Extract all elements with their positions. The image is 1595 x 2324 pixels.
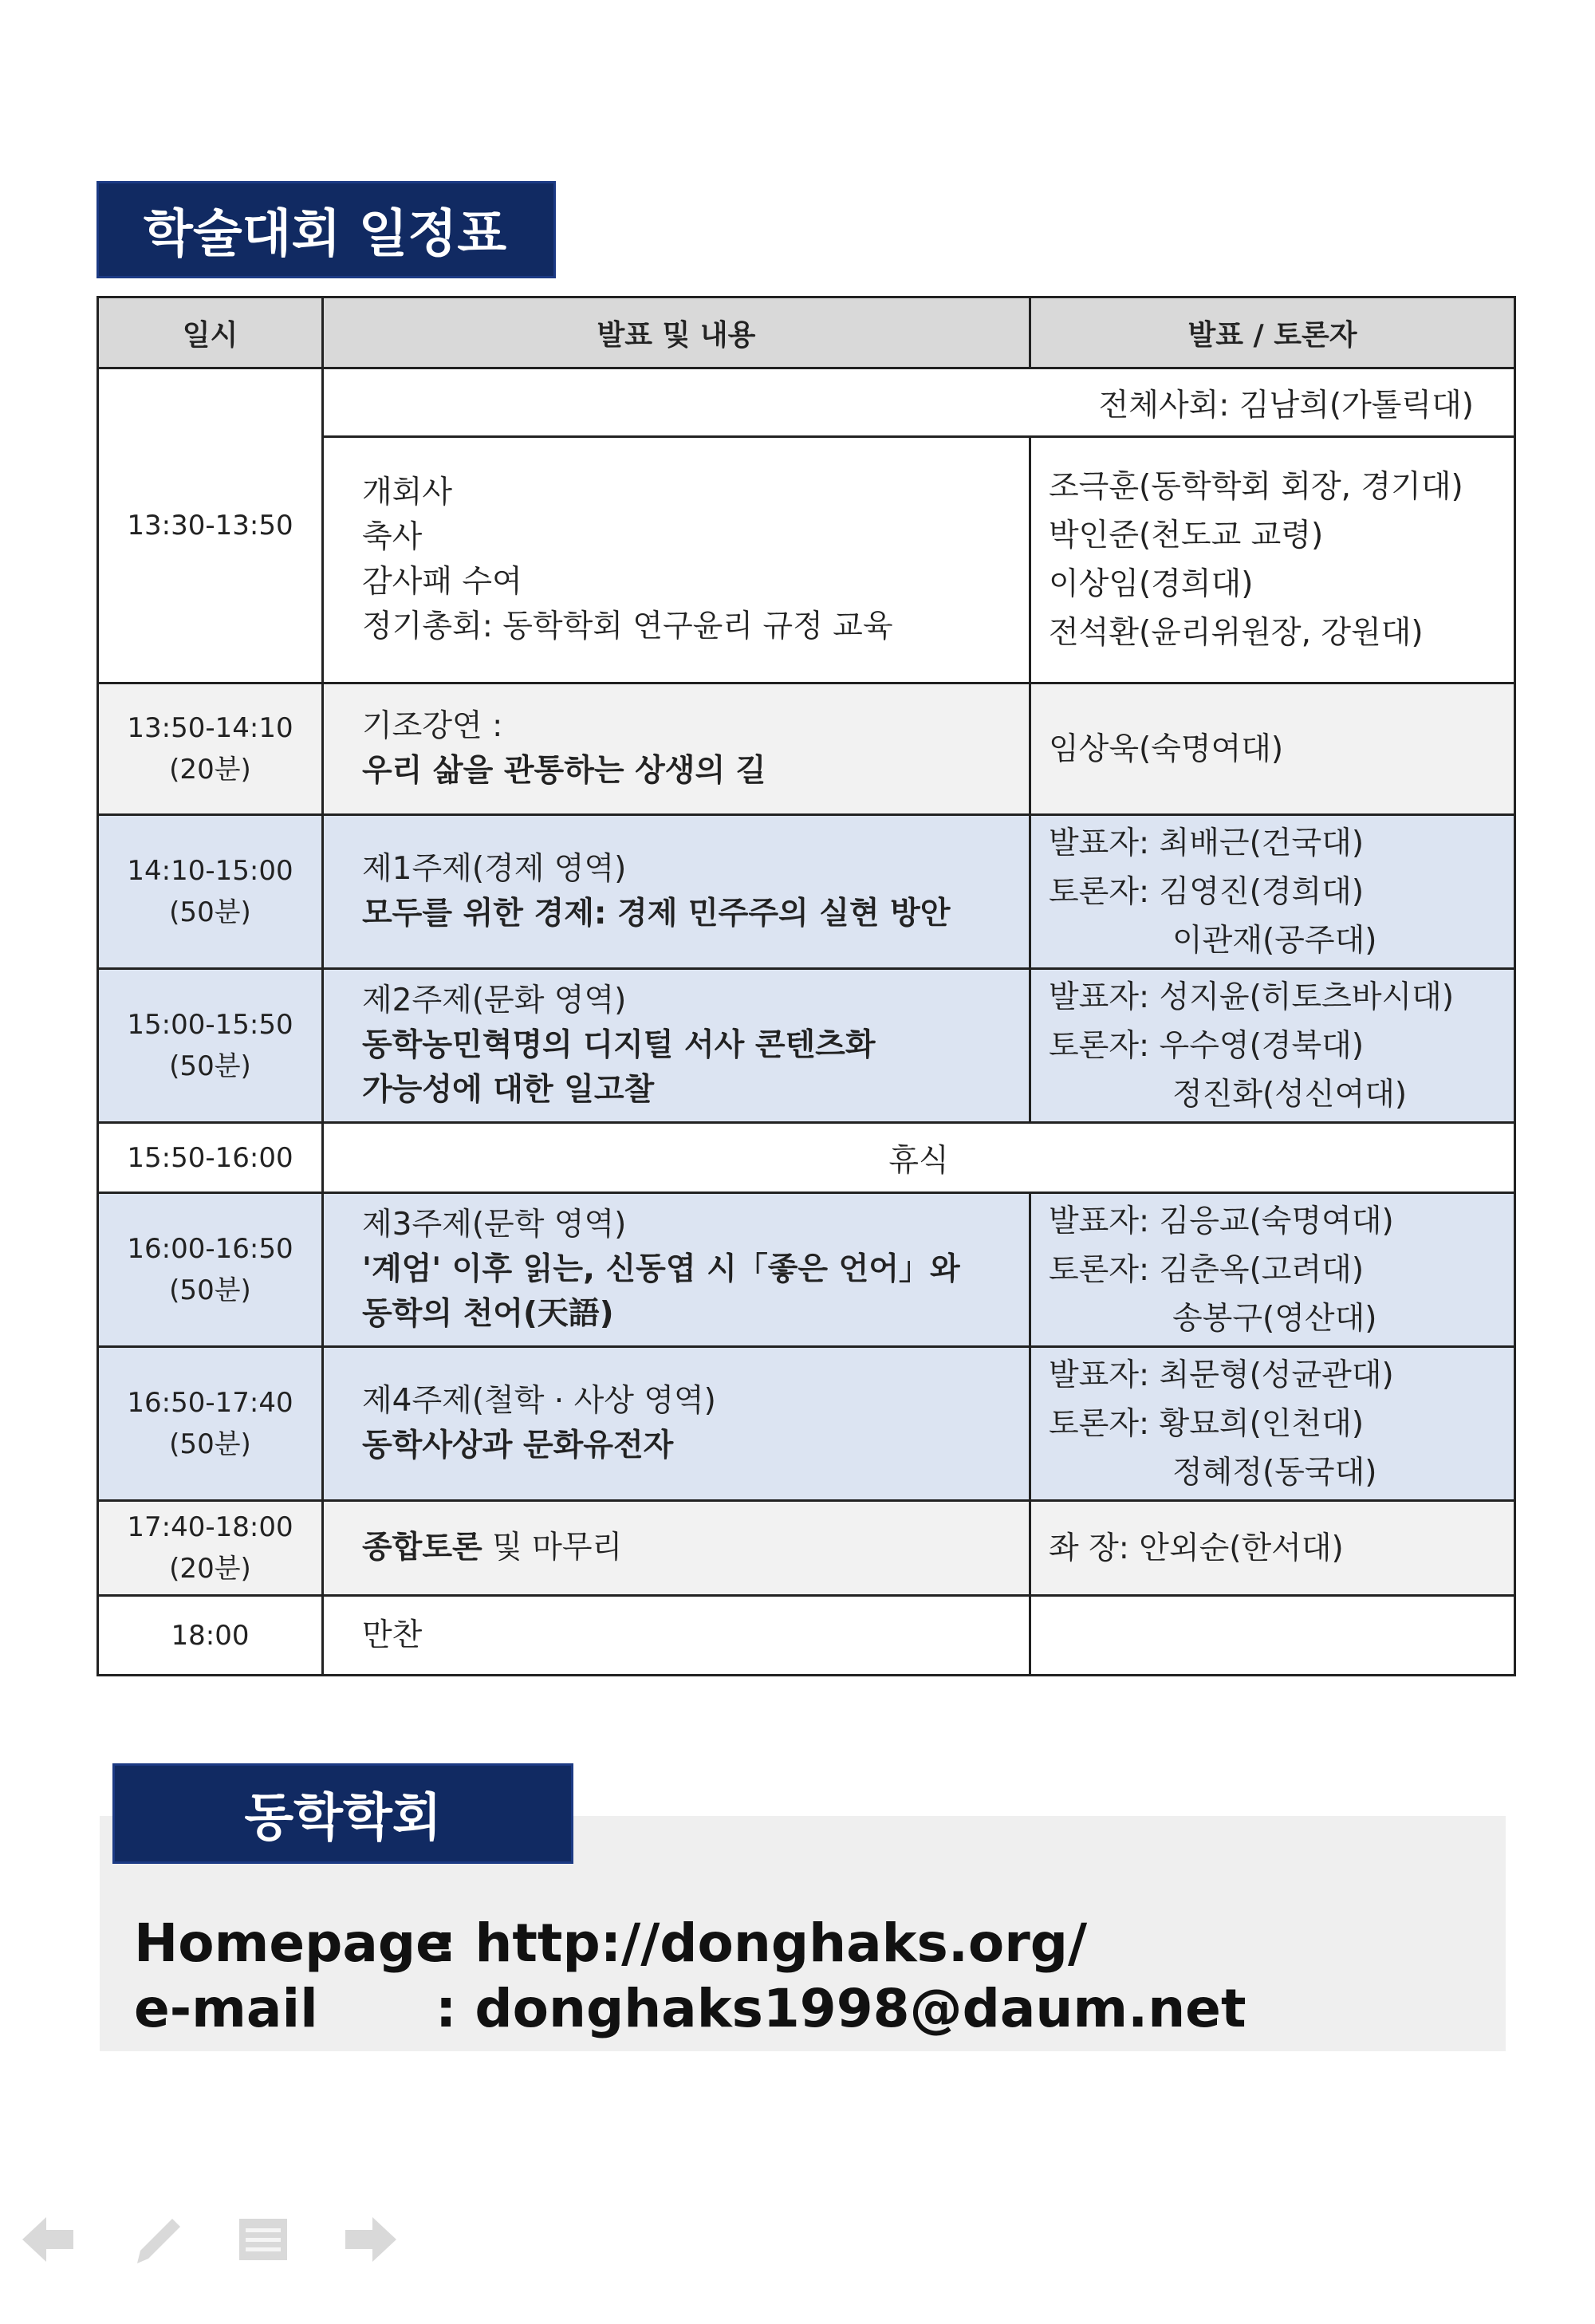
presenter-line: 발표자: 김응교(숙명여대) <box>1049 1203 1394 1239</box>
table-row <box>98 1501 1515 1596</box>
people-cell <box>1030 683 1515 815</box>
content-cell <box>323 1596 1030 1676</box>
table-row <box>98 1193 1515 1347</box>
session-title: '계엄' 이후 읽는, 신동엽 시「좋은 언어」와 <box>362 1251 960 1287</box>
time-text: 14:10-15:00 <box>127 855 293 887</box>
person-line: 이상임(경희대) <box>1049 566 1254 602</box>
table-row <box>98 683 1515 815</box>
pencil-icon[interactable] <box>128 2208 191 2271</box>
content-cell <box>323 683 1030 815</box>
content-cell <box>323 969 1030 1123</box>
people-cell <box>1030 1193 1515 1347</box>
email-link[interactable]: : donghaks1998@daum.net <box>435 1978 1246 2039</box>
discussant-line: 정진화(성신여대) <box>1172 1076 1408 1113</box>
table-row <box>98 969 1515 1123</box>
session-label: 제2주제(문화 영역) <box>362 983 627 1018</box>
content-cell <box>323 815 1030 969</box>
people-cell <box>1030 1501 1515 1596</box>
time-text: 18:00 <box>171 1619 250 1652</box>
session-title: 동학사상과 문화유전자 <box>362 1428 674 1463</box>
discussant-line: 송봉구(영산대) <box>1172 1300 1377 1337</box>
presenter-line: 발표자: 성지윤(히토츠바시대) <box>1049 979 1455 1015</box>
people-cell <box>1030 437 1515 683</box>
header-datetime: 일시 <box>98 297 323 368</box>
table-row <box>98 368 1515 437</box>
person-line: 박인준(천도교 교령) <box>1049 518 1324 553</box>
session-label: 제3주제(문학 영역) <box>362 1207 627 1243</box>
table-row <box>98 815 1515 969</box>
back-arrow-icon[interactable] <box>16 2208 80 2271</box>
session-title: 종합토론 <box>362 1530 482 1566</box>
session-title-rest: 및 마무리 <box>482 1530 623 1566</box>
time-cell <box>98 969 323 1123</box>
session-label: 제1주제(경제 영역) <box>362 851 627 887</box>
content-cell <box>323 1193 1030 1347</box>
discussant-line: 토론자: 우수영(경북대) <box>1049 1027 1365 1064</box>
duration-text: (50분) <box>169 1428 251 1460</box>
homepage-label: Homepage <box>134 1912 451 1974</box>
person-line: 전석환(윤리위원장, 강원대) <box>1049 615 1424 651</box>
presenter-line: 발표자: 최문형(성균관대) <box>1049 1357 1394 1393</box>
session-label: 제4주제(철학 · 사상 영역) <box>362 1383 716 1419</box>
break-cell: 휴식 <box>323 1123 1515 1193</box>
discussant-line: 토론자: 김영진(경희대) <box>1049 873 1365 910</box>
discussant-line: 정혜정(동국대) <box>1172 1454 1377 1491</box>
content-line: 정기총회: 동학학회 연구윤리 규정 교육 <box>362 609 893 644</box>
content-line: 개회사 <box>362 475 453 510</box>
homepage-line <box>134 1912 1087 1974</box>
duration-text: (20분) <box>169 1553 251 1585</box>
time-text: 17:40-18:00 <box>127 1511 293 1543</box>
person-line: 조극훈(동학학회 회장, 경기대) <box>1049 469 1463 505</box>
time-text: 16:00-16:50 <box>127 1233 293 1265</box>
time-cell <box>98 368 323 683</box>
table-row <box>98 1123 1515 1193</box>
list-icon[interactable] <box>231 2208 295 2271</box>
time-cell <box>98 1501 323 1596</box>
forward-arrow-icon[interactable] <box>339 2208 403 2271</box>
time-cell <box>98 1123 323 1193</box>
time-cell <box>98 815 323 969</box>
people-cell <box>1030 815 1515 969</box>
time-text: 15:00-15:50 <box>127 1009 293 1041</box>
duration-text: (20분) <box>169 754 251 786</box>
content-cell <box>323 437 1030 683</box>
person-line: 임상욱(숙명여대) <box>1049 731 1284 767</box>
duration-text: (50분) <box>169 1274 251 1306</box>
time-cell <box>98 1193 323 1347</box>
discussant-line: 토론자: 김춘옥(고려대) <box>1049 1251 1365 1288</box>
page-nav-bar <box>16 2208 431 2279</box>
discussant-line: 토론자: 황묘희(인천대) <box>1049 1405 1365 1442</box>
duration-text: (50분) <box>169 896 251 928</box>
session-title: 가능성에 대한 일고찰 <box>362 1072 655 1108</box>
content-cell <box>323 1501 1030 1596</box>
header-presenters: 발표 / 토론자 <box>1030 297 1515 368</box>
homepage-link[interactable]: : http://donghaks.org/ <box>435 1912 1088 1974</box>
time-text: 13:30-13:50 <box>127 510 293 542</box>
people-cell <box>1030 969 1515 1123</box>
content-line: 축사 <box>362 519 423 555</box>
session-title: 동학의 천어(天語) <box>362 1296 614 1332</box>
session-title: 동학농민혁명의 디지털 서사 콘텐츠화 <box>362 1027 876 1063</box>
people-cell <box>1030 1347 1515 1501</box>
content-cell <box>323 1347 1030 1501</box>
content-line: 감사패 수여 <box>362 564 522 600</box>
session-label: 기조강연 : <box>362 708 503 744</box>
time-cell <box>98 1596 323 1676</box>
duration-text: (50분) <box>169 1050 251 1082</box>
time-cell <box>98 1347 323 1501</box>
presenter-line: 발표자: 최배근(건국대) <box>1049 825 1365 861</box>
table-row <box>98 1596 1515 1676</box>
table-header-row <box>98 297 1515 368</box>
schedule-table <box>96 296 1516 1676</box>
email-line <box>134 1978 1246 2039</box>
session-title: 우리 삶을 관통하는 상생의 길 <box>362 753 766 789</box>
content-line: 만찬 <box>362 1617 423 1653</box>
chair-line: 좌 장: 안외순(한서대) <box>1049 1530 1344 1566</box>
table-row <box>98 1347 1515 1501</box>
people-cell <box>1030 1596 1515 1676</box>
discussant-line: 이관재(공주대) <box>1172 922 1377 959</box>
time-text: 15:50-16:00 <box>127 1141 293 1174</box>
moderator-cell: 전체사회: 김남희(가톨릭대) <box>323 368 1515 437</box>
society-name: 동학학회 <box>112 1763 573 1864</box>
time-cell <box>98 683 323 815</box>
email-label: e-mail <box>134 1978 318 2039</box>
time-text: 16:50-17:40 <box>127 1387 293 1419</box>
schedule-title: 학술대회 일정표 <box>96 181 556 278</box>
time-text: 13:50-14:10 <box>127 712 293 744</box>
header-content: 발표 및 내용 <box>323 297 1030 368</box>
session-title: 모두를 위한 경제: 경제 민주주의 실현 방안 <box>362 896 951 932</box>
